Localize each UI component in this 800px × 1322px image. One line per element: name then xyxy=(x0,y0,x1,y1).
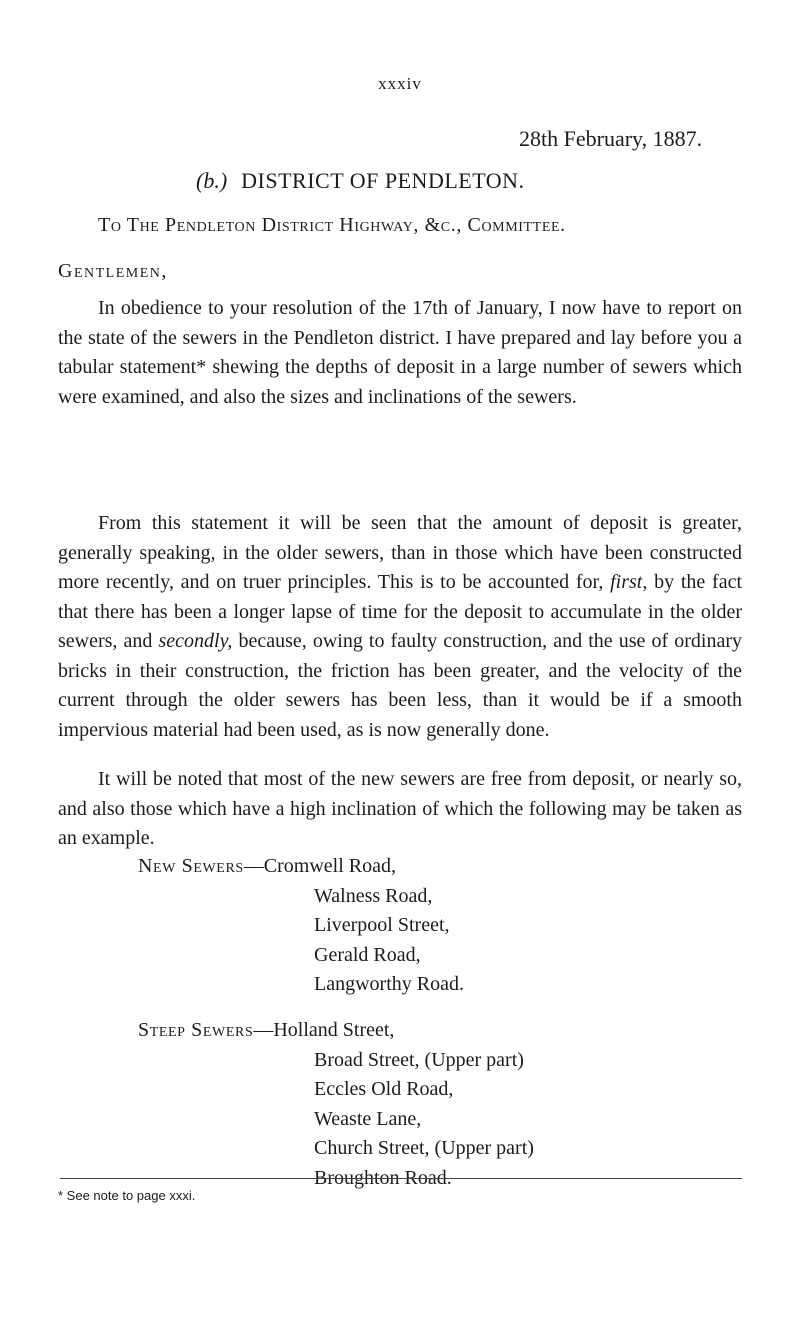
steep-sewers-item-5: Broughton Road. xyxy=(314,1166,452,1189)
steep-sewers-label: Steep Sewers xyxy=(138,1019,254,1041)
addressee-line: To The Pendleton District Highway, &c., Committee. xyxy=(98,214,566,236)
salutation: Gentlemen, xyxy=(58,260,168,282)
paragraph-2-part-a: From this statement it will be seen that the amount of deposit is greater, generally speaking, in the older sewers, than in those which have been constructed more recently, and on truer principles. This is to be accounted for, xyxy=(58,512,742,593)
section-title: DISTRICT OF PENDLETON. xyxy=(241,168,525,193)
steep-sewers-item-0: —Holland Street, xyxy=(253,1019,395,1041)
paragraph-1-text: In obedience to your resolution of the 17th of January, I now have to report on the state of the sewers in the Pendleton district. I have prepared and lay before you a tabular statement* shewing the depths of deposit in a large number of sewers which were examined, and also the sizes and inclinations of the sewers. xyxy=(58,297,742,408)
paragraph-2-part-b: by the fact that there has been a longer lapse of time for the deposit to accumulate in the older sewers, and xyxy=(58,571,742,652)
steep-sewers-item-2: Eccles Old Road, xyxy=(314,1078,454,1100)
footnote-divider xyxy=(60,1178,742,1179)
paragraph-3 xyxy=(58,765,742,854)
new-sewers-list xyxy=(138,852,464,1000)
steep-sewers-item-3: Weaste Lane, xyxy=(314,1107,422,1130)
paragraph-2-part-c: because, owing to faulty construction, and the use of ordinary bricks in their construction, the friction has been greater, and the velocity of the current through the older sewers has been less, than it would be if a smooth impervious material had been used, as is now generally done. xyxy=(58,630,742,741)
emphasis-secondly: secondly, xyxy=(158,630,233,652)
new-sewers-item-1: Walness Road, xyxy=(314,884,433,907)
list-item xyxy=(138,852,464,882)
steep-sewers-item-4: Church Street, (Upper part) xyxy=(314,1137,534,1159)
new-sewers-item-4: Langworthy Road. xyxy=(314,973,464,995)
paragraph-2-text xyxy=(58,509,742,745)
section-marker: (b.) xyxy=(196,168,228,193)
steep-sewers-list xyxy=(138,1016,534,1193)
new-sewers-label: New Sewers xyxy=(138,855,244,877)
new-sewers-item-2: Liverpool Street, xyxy=(314,914,450,936)
emphasis-first: first, xyxy=(610,571,648,593)
page-number: xxxiv xyxy=(378,74,422,93)
paragraph-3-text: It will be noted that most of the new sewers are free from deposit, or nearly so, and also those which have a high inclination of which the following may be taken as an example. xyxy=(58,768,742,849)
dateline: 28th February, 1887. xyxy=(519,126,703,151)
new-sewers-item-0: —Cromwell Road, xyxy=(243,855,396,877)
paragraph-2 xyxy=(58,509,742,745)
list-item xyxy=(138,1016,534,1046)
steep-sewers-item-1: Broad Street, (Upper part) xyxy=(314,1048,524,1071)
footnote: * See note to page xxxi. xyxy=(58,1188,196,1203)
new-sewers-item-3: Gerald Road, xyxy=(314,943,421,966)
paragraph-1 xyxy=(58,294,742,412)
district-heading xyxy=(196,168,525,194)
